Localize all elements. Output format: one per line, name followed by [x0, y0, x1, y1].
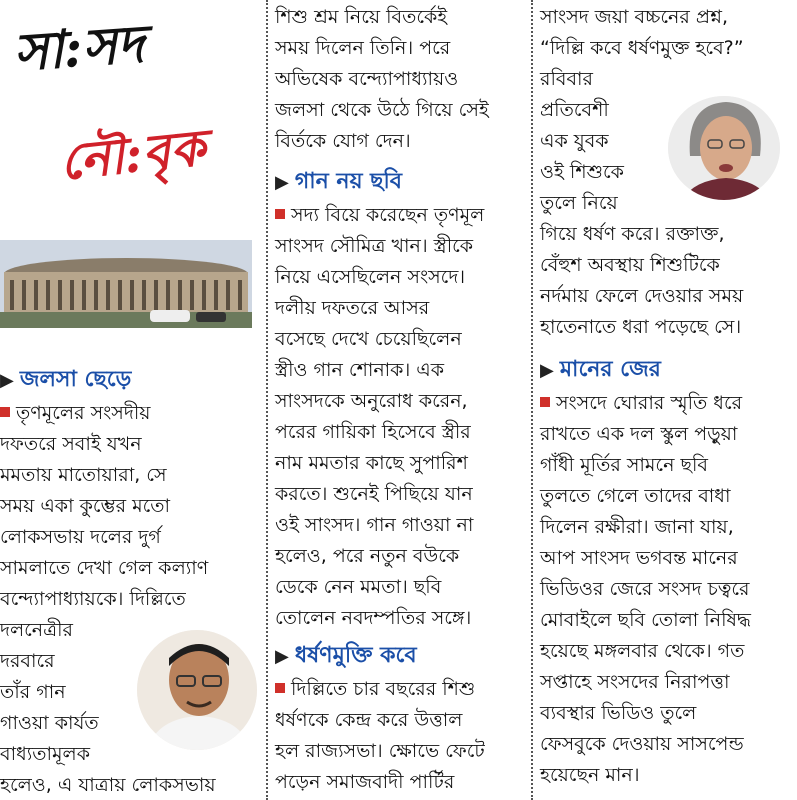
text-line: গাঁধী মূর্তির সামনে ছবি [540, 454, 708, 476]
text-line: পরের গায়িকা হিসেবে স্ত্রীর [275, 421, 471, 443]
triangle-right-icon: ▶ [275, 646, 289, 667]
text-line: শিশু শ্রম নিয়ে বিতর্কেই [275, 6, 448, 28]
text-line: করতে। শুনেই পিছিয়ে যান [275, 483, 473, 505]
text-line: গিয়ে ধর্ষণ করে। রক্তাক্ত, [540, 223, 725, 245]
text-line: সময় দিলেন তিনি। পরে [275, 37, 451, 59]
text-line: হলেও, পরে নতুন বউকে [275, 545, 460, 567]
text-line: নিয়ে এসেছিলেন সংসদে। [275, 266, 466, 288]
text-line: সময় একা কুম্ভের মতো [0, 495, 171, 517]
text-line: ধর্ষণকে কেন্দ্র করে উত্তাল [275, 709, 463, 731]
portrait-photo-kalyan [137, 630, 257, 750]
parliament-building-image [0, 240, 252, 328]
text-line: নর্দমায় ফেলে দেওয়ার সময় [540, 285, 744, 307]
text-line: ভিডিওর জেরে সংসদ চত্বরে [540, 578, 750, 600]
text-line: হয়েছে মঙ্গলবার থেকে। গত [540, 640, 745, 662]
text-line: বাধ্যতামূলক [0, 743, 91, 765]
text-line: জলসা থেকে উঠে গিয়ে সেই [275, 99, 489, 121]
portrait-photo-jaya [668, 96, 780, 200]
text-line: রাখতে এক দল স্কুল পড়ুয়া [540, 423, 738, 445]
text-line: পড়েন সমাজবাদী পার্টির [275, 771, 455, 793]
column-divider [531, 0, 533, 800]
text-line: হলেও, এ যাত্রায় লোকসভায় [0, 774, 216, 796]
text-line: ওই শিশুকে [540, 161, 624, 183]
heading-gaan-noy-chhobi: ▶ গান নয় ছবি [275, 168, 402, 197]
text-line: ডেকে নেন মমতা। ছবি [275, 576, 442, 598]
text-line: মোবাইলে ছবি তোলা নিষিদ্ধ [540, 609, 751, 631]
text-line: বির্তকে যোগ দেন। [275, 130, 411, 152]
text-line: দিলেন রক্ষীরা। জানা যায়, [540, 516, 734, 538]
text-line: ব্যবস্থার ভিডিও তুলে [540, 702, 697, 724]
text-line: মমতায় মাতোয়ারা, সে [0, 464, 167, 486]
red-square-icon [540, 397, 550, 407]
text-line: বেঁহুশ অবস্থায় শিশুটিকে [540, 254, 720, 276]
heading-dharshonmukti-kobe: ▶ ধর্ষণমুক্তি কবে [275, 642, 417, 671]
text-line: নাম মমতার কাছে সুপারিশ [275, 452, 468, 474]
masthead-line2: নৌ:বৃক [56, 117, 208, 192]
text-line: স্ত্রীও গান শোনাক। এক [275, 359, 445, 381]
text-line: “দিল্লি কবে ধর্ষণমুক্ত হবে?” [540, 37, 744, 59]
text-line: সাংসদ জয়া বচ্চনের প্রশ্ন, [540, 6, 729, 28]
text-line: গাওয়া কার্যত [0, 712, 99, 734]
text-line: তুলতে গেলে তাদের বাধা [540, 485, 731, 507]
text-line: অভিষেক বন্দ্যোপাধ্যায়ও [275, 68, 459, 90]
text-line: প্রতিবেশী [540, 99, 609, 121]
text-line: তৃণমূলের সংসদীয় [0, 402, 150, 424]
text-line: দলীয় দফতরে আসর [275, 297, 430, 319]
triangle-right-icon: ▶ [0, 370, 14, 391]
text-line: দিল্লিতে চার বছরের শিশু [275, 678, 475, 700]
text-line: ফেসবুকে দেওয়ায় সাসপেন্ড [540, 733, 744, 755]
column-divider [266, 0, 268, 800]
triangle-right-icon: ▶ [275, 172, 289, 193]
text-line: দলনেত্রীর [0, 619, 73, 641]
triangle-right-icon: ▶ [540, 360, 554, 381]
text-line: আপ সাংসদ ভগবন্ত মানের [540, 547, 738, 569]
text-line: তুলে নিয়ে [540, 192, 618, 214]
text-line: হয়েছেন মান। [540, 764, 640, 786]
red-square-icon [275, 209, 285, 219]
text-line: তাঁর গান [0, 681, 66, 703]
text-line: সপ্তাহে সংসদের নিরাপত্তা [540, 671, 730, 693]
masthead-line1: সা:সদ [11, 13, 147, 84]
text-line: সাংসদকে অনুরোধ করেন, [275, 390, 468, 412]
red-square-icon [0, 407, 10, 417]
text-line: হাতেনাতে ধরা পড়েছে সে। [540, 316, 742, 338]
text-line: সদ্য বিয়ে করেছেন তৃণমূল [275, 204, 484, 226]
text-line: ওই সাংসদ। গান গাওয়া না [275, 514, 474, 536]
heading-jalsa: ▶ জলসা ছেড়ে [0, 366, 131, 395]
column-2 [275, 0, 525, 800]
text-line: তোলেন নবদম্পতির সঙ্গে। [275, 607, 472, 629]
text-line: দফতরে সবাই যখন [0, 433, 142, 455]
red-square-icon [275, 683, 285, 693]
text-line: হল রাজ্যসভা। ক্ষোভে ফেটে [275, 740, 485, 762]
heading-maner-jer: ▶ মানের জের [540, 356, 661, 385]
text-line: এক যুবক [540, 130, 609, 152]
text-line: সংসদে ঘোরার স্মৃতি ধরে [540, 392, 742, 414]
text-line: সামলাতে দেখা গেল কল্যাণ [0, 557, 209, 579]
text-line: লোকসভায় দলের দুর্গ [0, 526, 161, 548]
text-line: বসেছে দেখে চেয়েছিলেন [275, 328, 462, 350]
text-line: সাংসদ সৌমিত্র খান। স্ত্রীকে [275, 235, 474, 257]
text-line: বন্দ্যোপাধ্যায়কে। দিল্লিতে [0, 588, 186, 610]
text-line: দরবারে [0, 650, 55, 672]
text-line: রবিবার [540, 68, 593, 90]
